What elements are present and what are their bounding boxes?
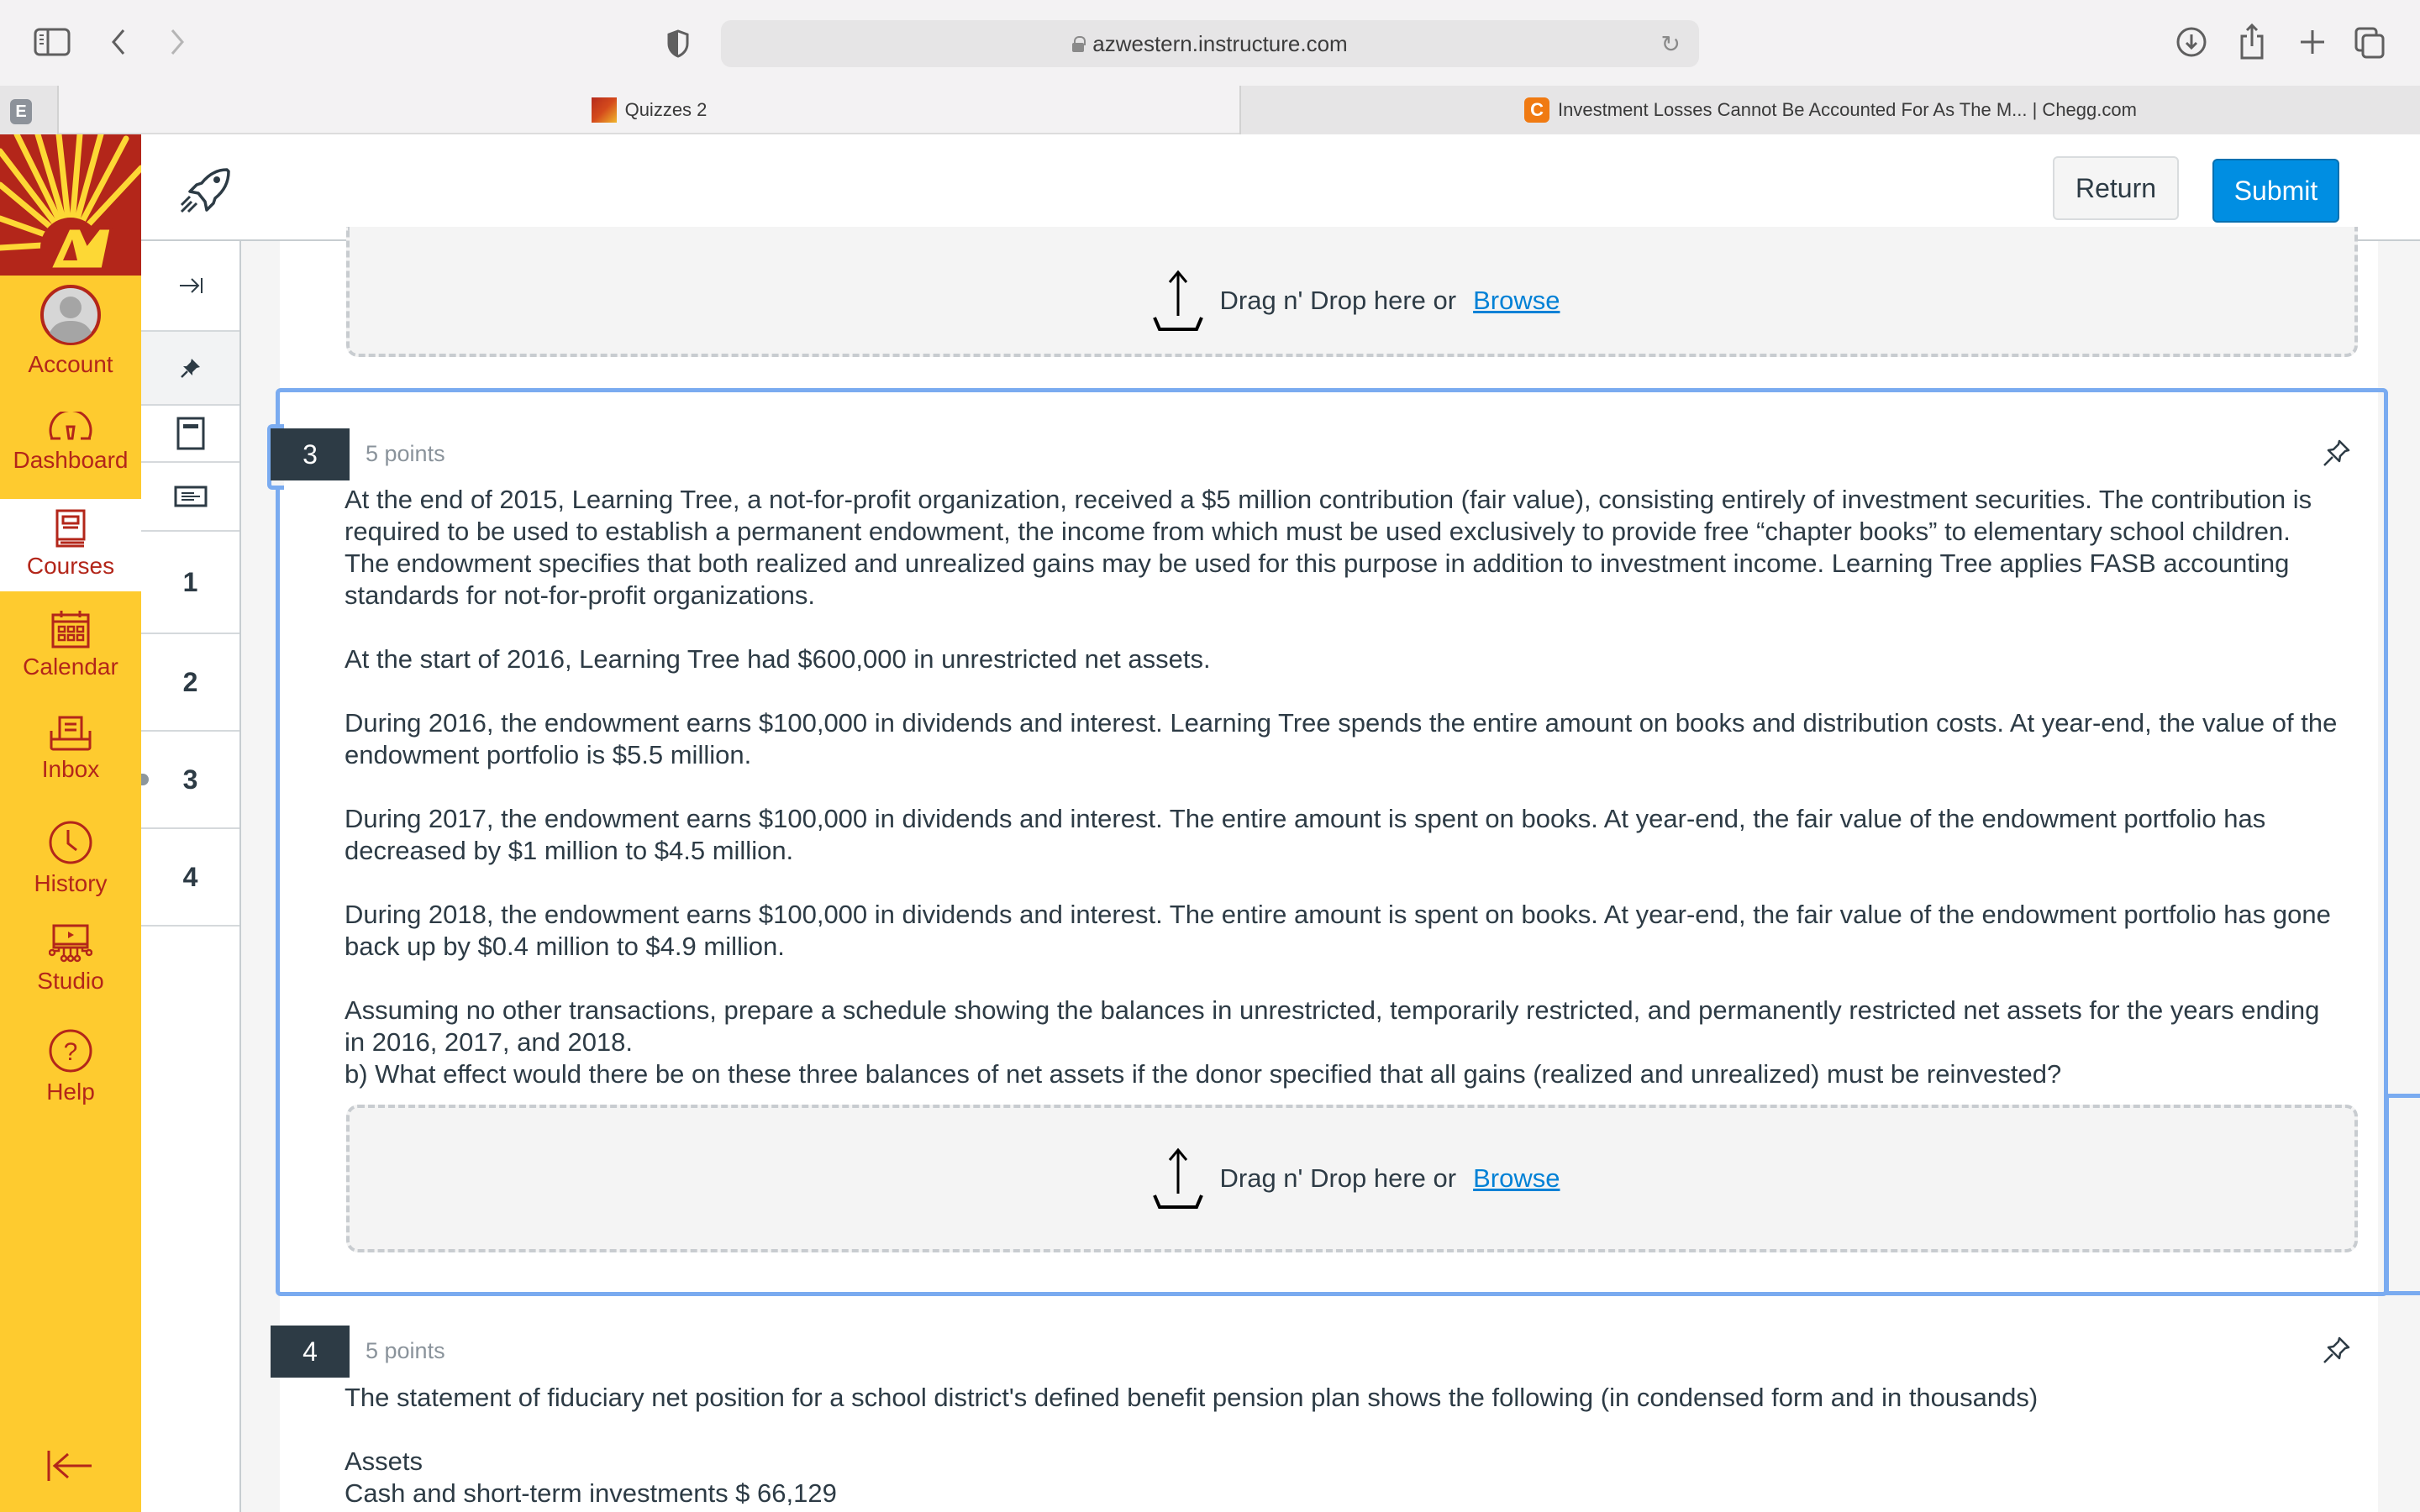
file-dropzone-q2[interactable]	[346, 227, 2358, 357]
submit-button[interactable]: Submit	[2212, 159, 2339, 223]
nav-account[interactable]	[0, 284, 141, 397]
expand-sidebar-button[interactable]	[141, 241, 239, 332]
address-bar[interactable]	[721, 20, 1699, 67]
return-button[interactable]: Return	[2053, 156, 2179, 220]
rocket-icon	[178, 166, 234, 217]
q3-line: During 2017, the endowment earns $100,000 in dividends and interest. The entire amount is spent on books. At year-end, the fair value of the endowment portfolio has	[345, 804, 2266, 833]
nav-calendar[interactable]	[0, 610, 141, 702]
nav-label: Courses	[26, 553, 115, 579]
q4-line: Cash and short-term investments $ 66,129	[345, 1478, 837, 1508]
tab-label: Investment Losses Cannot Be Accounted For As The M... | Chegg.com	[1558, 99, 2137, 120]
expand-right-icon	[178, 276, 203, 295]
nav-label: Dashboard	[13, 447, 129, 473]
tab-label: Quizzes 2	[624, 99, 708, 120]
text-notes-button[interactable]	[141, 463, 239, 532]
collapse-left-icon	[46, 1449, 93, 1483]
user-avatar-icon	[39, 284, 102, 346]
question-number-badge: 4	[271, 1326, 350, 1378]
downloads-icon[interactable]	[2175, 25, 2208, 59]
pinned-questions-button[interactable]	[141, 332, 239, 406]
help-icon	[48, 1028, 93, 1074]
q3-line: required to be used to establish a permanent endowment, the income from which must be used exclusively to provide free “chapter books” to elementary school children.	[345, 517, 2291, 546]
nav-label: Inbox	[41, 756, 100, 782]
q4-line: The statement of fiduciary net position for a school district's defined benefit pension plan shows the following (in condensed form and in thousands)	[345, 1383, 2039, 1412]
question-3-right-edge	[2385, 1094, 2420, 1295]
question-points: 5 points	[366, 441, 445, 466]
file-dropzone-q3[interactable]	[346, 1105, 2358, 1252]
question-3-text	[345, 484, 2361, 1090]
q3-line: The endowment specifies that both realized and unrealized gains may be used for this purpose in addition to investment income. Learning Tree applies FASB accounting	[345, 549, 2290, 578]
share-icon[interactable]	[2235, 22, 2269, 60]
browse-link[interactable]: Browse	[1473, 1163, 1560, 1193]
q3-line: During 2018, the endowment earns $100,000 in dividends and interest. The entire amount is spent on books. At year-end, the fair value of the endowment portfolio has gone	[345, 900, 2331, 929]
lock-icon	[1072, 36, 1084, 51]
pin-outline-icon	[2321, 438, 2351, 469]
profile-badge[interactable]: E	[10, 99, 32, 124]
book-icon	[54, 509, 87, 548]
inbox-icon	[49, 716, 92, 751]
privacy-shield-icon[interactable]	[666, 29, 691, 59]
q4-line: Assets	[345, 1446, 424, 1476]
q3-line: standards for not-for-profit organizations.	[345, 580, 815, 610]
url-text: azwestern.instructure.com	[1092, 30, 1348, 56]
dropzone-text: Drag n' Drop here or	[1219, 1163, 1457, 1193]
svg-text:?: ?	[63, 1038, 78, 1066]
upload-icon	[1144, 1145, 1212, 1212]
az-western-logo[interactable]	[0, 134, 141, 276]
pin-question-button[interactable]	[2321, 438, 2354, 472]
pin-icon	[180, 357, 202, 379]
calculator-button[interactable]	[141, 406, 239, 463]
calendar-icon	[50, 610, 91, 648]
nav-courses[interactable]	[0, 499, 141, 591]
pin-outline-icon	[2321, 1336, 2351, 1366]
nav-label: Studio	[37, 968, 104, 994]
new-tab-icon[interactable]	[2296, 25, 2329, 59]
nav-inbox[interactable]	[0, 716, 141, 808]
pin-question-button[interactable]	[2321, 1336, 2354, 1369]
nav-studio[interactable]	[0, 924, 141, 1016]
q3-line: b) What effect would there be on these three balances of net assets if the donor specified that all gains (realized and unrealized) must be reinvested?	[345, 1059, 2062, 1089]
text-lines-icon	[174, 486, 208, 507]
browse-link[interactable]: Browse	[1473, 286, 1560, 315]
q3-line: At the start of 2016, Learning Tree had $600,000 in unrestricted net assets.	[345, 644, 1211, 674]
nav-label: Account	[28, 351, 113, 377]
sidebar-toggle-icon[interactable]	[34, 27, 71, 57]
dropzone-text: Drag n' Drop here or	[1219, 286, 1457, 315]
nav-dashboard[interactable]	[0, 412, 141, 504]
speedometer-icon	[47, 412, 94, 442]
collapse-nav-button[interactable]	[46, 1449, 97, 1491]
tab-overview-icon[interactable]	[2353, 25, 2386, 60]
document-icon	[176, 417, 205, 450]
nav-label: Help	[46, 1079, 95, 1105]
q3-line: decreased by $1 million to $4.5 million.	[345, 836, 794, 865]
back-icon[interactable]	[106, 25, 131, 59]
forward-icon[interactable]	[165, 25, 190, 59]
upload-icon	[1144, 267, 1212, 334]
reload-icon[interactable]: ↻	[1660, 31, 1681, 57]
q3-line: During 2016, the endowment earns $100,000 in dividends and interest. Learning Tree spends the entire amount on books and distribution costs. At year-end, the value of the	[345, 708, 2338, 738]
az-western-favicon-icon	[592, 97, 617, 123]
nav-label: Calendar	[23, 654, 118, 680]
nav-help[interactable]	[0, 1028, 141, 1121]
tab-quizzes[interactable]	[59, 86, 1239, 134]
question-nav-3[interactable]: 3	[141, 732, 239, 829]
q3-line: back up by $0.4 million to $4.9 million.	[345, 932, 785, 961]
studio-icon	[49, 924, 92, 963]
q3-line: in 2016, 2017, and 2018.	[345, 1027, 634, 1057]
question-nav-2[interactable]: 2	[141, 634, 239, 732]
q3-line: At the end of 2015, Learning Tree, a not-for-profit organization, received a $5 million contribution (fair value), consisting entirely of investment securities. The contribution is	[345, 485, 2312, 514]
question-4-text	[345, 1382, 2361, 1509]
question-nav-4[interactable]: 4	[141, 829, 239, 927]
nav-history[interactable]	[0, 820, 141, 912]
browser-toolbar	[0, 0, 2420, 86]
chegg-favicon-icon: C	[1524, 97, 1549, 123]
tab-chegg[interactable]	[1239, 86, 2420, 134]
question-3-right-notch	[2385, 388, 2420, 1094]
nav-label: History	[34, 870, 108, 896]
clock-icon	[48, 820, 93, 865]
q3-line: endowment portfolio is $5.5 million.	[345, 740, 752, 769]
question-nav-1[interactable]: 1	[141, 532, 239, 634]
question-points: 5 points	[366, 1338, 445, 1363]
q3-line: Assuming no other transactions, prepare a schedule showing the balances in unrestricted, temporarily restricted, and permanently restricted net assets for the years ending	[345, 995, 2320, 1025]
question-number-badge: 3	[271, 428, 350, 480]
